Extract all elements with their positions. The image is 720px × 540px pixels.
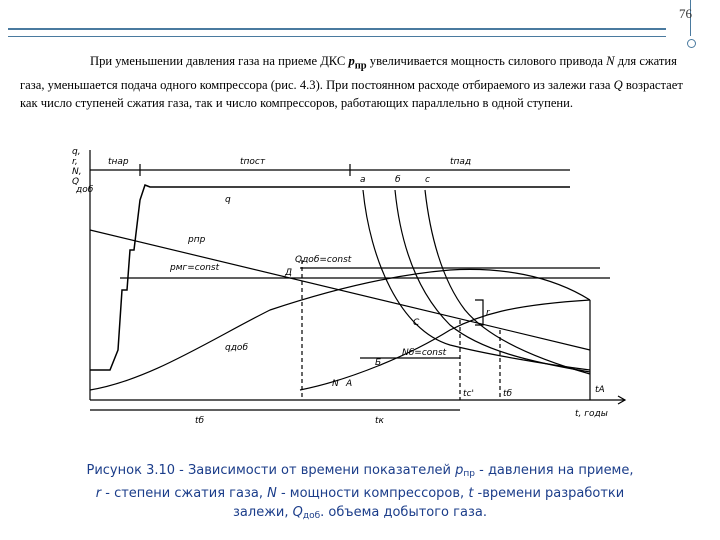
label-N-b: Nб=const: [402, 348, 447, 358]
label-p-pr: pпр: [188, 235, 206, 245]
label-t-c: tс': [463, 389, 474, 399]
caption-p-symbol: p: [455, 463, 464, 478]
caption-text-5: -времени разработки: [473, 486, 625, 501]
figure-caption: [20, 461, 700, 526]
label-Q-dob-const: Qдоб=const: [295, 255, 352, 265]
label-D: Д: [285, 268, 293, 278]
header-circle-ornament: [687, 39, 696, 48]
intro-text-1: При уменьшении давления газа на приеме ДКС: [90, 54, 349, 68]
q-symbol: Q: [613, 77, 623, 92]
label-N: N: [332, 379, 339, 389]
label-p-mg: pмг=const: [170, 263, 220, 273]
caption-text-3: - степени сжатия газа,: [101, 486, 268, 501]
label-r: r: [486, 308, 490, 318]
label-t-nar: tнар: [108, 157, 129, 167]
intro-paragraph: [20, 52, 684, 112]
n-curve: [300, 300, 590, 390]
caption-n-symbol: N: [267, 486, 277, 501]
label-t-pad: tпад: [450, 157, 472, 167]
label-B: Б: [375, 358, 382, 368]
label-A: А: [346, 379, 353, 389]
caption-text-2: - давления на приеме,: [474, 463, 634, 478]
curve-c: [425, 190, 590, 374]
label-b: б: [395, 175, 401, 185]
label-t-b-curve: tб: [503, 389, 513, 399]
y-axis-label-q: q,: [72, 147, 81, 157]
development-curves-figure: [70, 140, 640, 440]
header-rule-top: [8, 28, 666, 30]
n-symbol: N: [606, 54, 615, 68]
label-q: q: [225, 195, 231, 205]
caption-r-symbol: r: [95, 486, 102, 501]
caption-p-subscript: пр: [463, 469, 475, 479]
caption-text-6: залежи,: [233, 505, 293, 520]
q-dob-curve: [90, 269, 590, 390]
y-axis-label-Q: Q: [72, 177, 80, 187]
label-c: с: [425, 175, 430, 185]
axis-label-t-years: t, годы: [575, 409, 608, 419]
caption-line-3: [20, 503, 700, 526]
p-subscript: пр: [354, 60, 367, 72]
caption-q-symbol: Q: [292, 505, 303, 520]
caption-line-1: [20, 461, 700, 484]
intro-text-2: увеличивается мощность силового привода: [366, 54, 607, 68]
caption-text-4: - мощности компрессоров,: [276, 486, 469, 501]
page-number: 76: [679, 6, 692, 21]
label-a: а: [360, 175, 366, 185]
caption-text-7: . объема добытого газа.: [320, 505, 487, 520]
label-t-A: tА: [595, 385, 605, 395]
label-C: С: [413, 318, 420, 328]
caption-text-1: Рисунок 3.10 - Зависимости от времени показателей: [86, 463, 456, 478]
caption-q-subscript: доб: [302, 511, 321, 521]
intro-text-4: возрастает как число ступеней сжатия газа, так и число компрессоров, работающих параллельно в одной ступени.: [20, 77, 683, 110]
caption-t-symbol: t: [468, 486, 474, 501]
bottom-label-t-b: tб: [195, 416, 205, 426]
y-axis-label-r: r,: [72, 157, 78, 167]
p-symbol: p: [348, 54, 355, 68]
caption-line-2: [20, 484, 700, 503]
curve-a: [363, 190, 590, 370]
header-rule-bottom: [8, 36, 666, 37]
y-axis-label-dob: доб: [76, 185, 94, 195]
intro-text-3: для сжатия газа, уменьшается подача одного компрессора (рис. 4.3). При постоянном расходе отбираемого из залежи газа: [20, 54, 677, 92]
bottom-label-t-k: tк: [375, 416, 384, 426]
y-axis-label-n: N,: [72, 167, 82, 177]
label-t-post: tпост: [240, 157, 266, 167]
label-q-dob: qдоб: [225, 343, 248, 353]
p-pr-line: [90, 230, 590, 350]
